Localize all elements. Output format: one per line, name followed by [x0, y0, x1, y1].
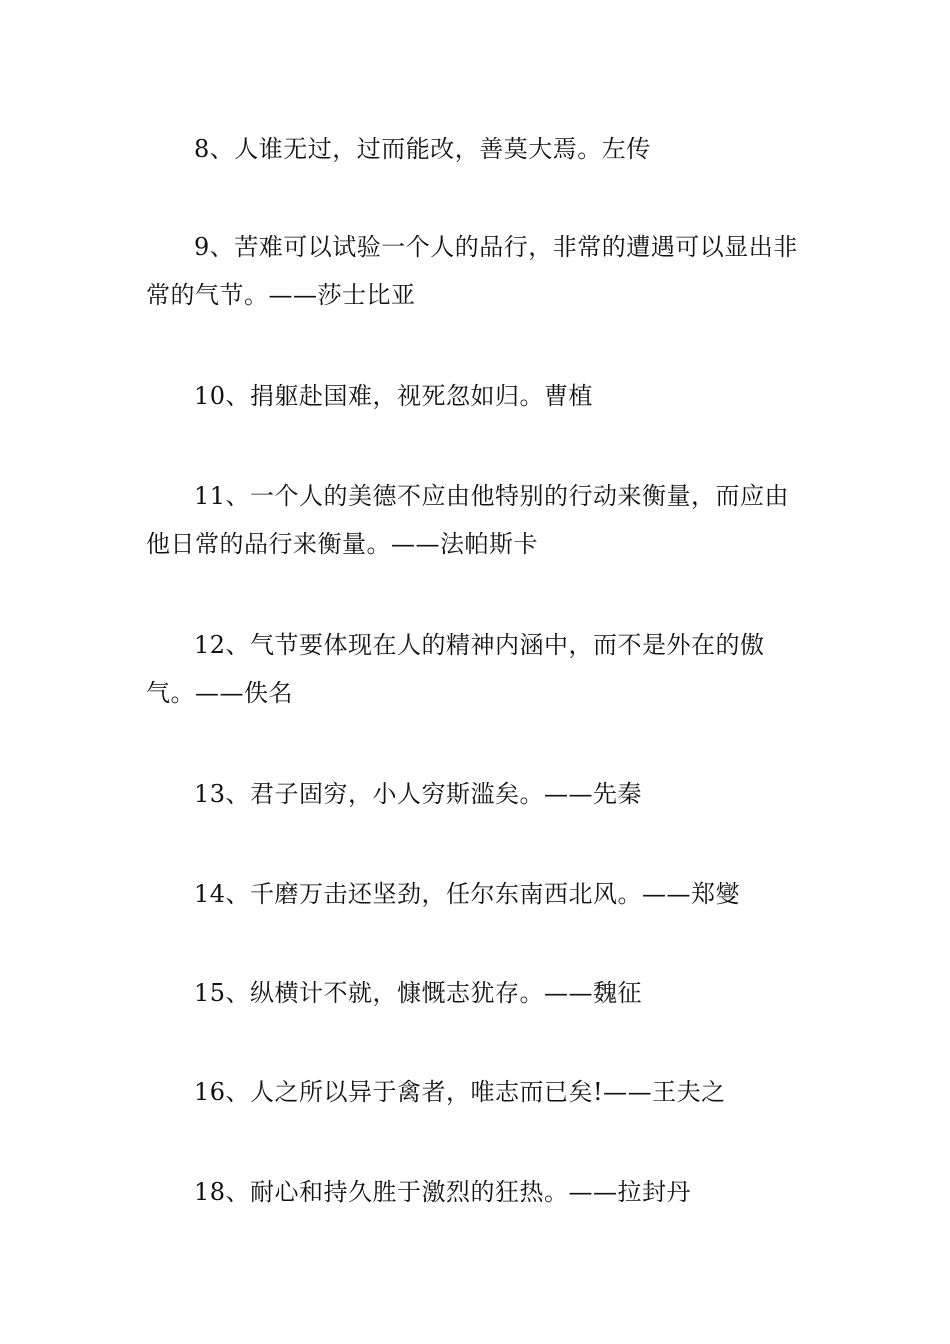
quote-paragraph: 13、君子固穷，小人穷斯滥矣。——先秦: [194, 780, 643, 808]
quote-paragraph: 14、千磨万击还坚劲，任尔东南西北风。——郑燮: [194, 880, 741, 908]
quote-paragraph: 18、耐心和持久胜于激烈的狂热。——拉封丹: [194, 1178, 692, 1206]
quote-paragraph: 16、人之所以异于禽者，唯志而已矣!——王夫之: [194, 1078, 726, 1106]
quote-paragraph: 8、人谁无过，过而能改，善莫大焉。左传: [194, 135, 651, 163]
quote-paragraph: 10、捐躯赴国难，视死忽如归。曹植: [194, 382, 594, 410]
quote-paragraph: 12、气节要体现在人的精神内涵中，而不是外在的傲气。——佚名: [146, 631, 765, 707]
quote-paragraph: 9、苦难可以试验一个人的品行，非常的遭遇可以显出非常的气节。——莎士比亚: [146, 233, 798, 309]
quote-paragraph: 11、一个人的美德不应由他特别的行动来衡量，而应由他日常的品行来衡量。——法帕斯卡: [146, 482, 790, 558]
quote-paragraph: 15、纵横计不就，慷慨志犹存。——魏征: [194, 979, 643, 1007]
